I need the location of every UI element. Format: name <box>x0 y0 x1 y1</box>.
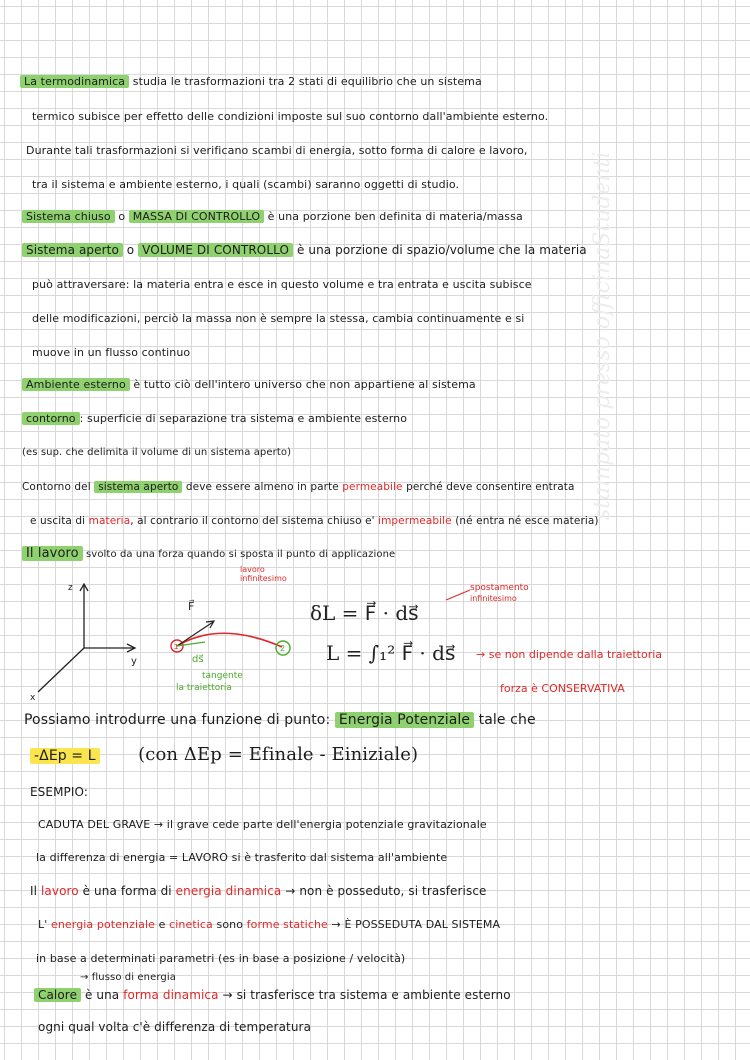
text: e <box>155 918 170 931</box>
text: studia le trasformazioni tra 2 stati di equilibrio che un sistema <box>129 75 482 88</box>
term-permeabile: permeabile <box>342 481 403 493</box>
line-12: (es sup. che delimita il volume di un sistema aperto) <box>22 447 292 458</box>
text: è una porzione di spazio/volume che la materia <box>293 243 587 257</box>
text: Contorno del <box>22 481 95 493</box>
text: o <box>114 210 129 223</box>
equation-dL: δL = F⃗ · ds⃗ <box>310 601 419 625</box>
line-2: termico subisce per effetto delle condizioni imposte sul suo contorno dall'ambiente esterno. <box>32 110 549 123</box>
term-cinetica: cinetica <box>169 918 213 931</box>
formula-delta-ep-def: (con ΔEp = Efinale - Einiziale) <box>138 744 419 765</box>
line-flusso: → flusso di energia <box>80 972 176 983</box>
text: → si trasferisce tra sistema e ambiente esterno <box>218 988 511 1002</box>
line-19: CADUTA DEL GRAVE → il grave cede parte dell'energia potenziale gravitazionale <box>38 818 487 831</box>
axis-y-label: y <box>131 656 137 667</box>
line-lavoro <box>22 546 750 561</box>
term-forme-statiche: forme statiche <box>246 918 328 931</box>
term-massa-di-controllo: MASSA DI CONTROLLO <box>129 210 264 223</box>
term-ambiente-esterno: Ambiente esterno <box>22 378 130 391</box>
text: svolto da una forza quando si sposta il punto di applicazione <box>82 549 396 560</box>
term-sistema-aperto-2: sistema aperto <box>94 481 182 493</box>
term-energia-potenziale-red: energia potenziale <box>50 918 156 931</box>
text: : superficie di separazione tra sistema e ambiente esterno <box>79 412 408 425</box>
line-20: la differenza di energia = LAVORO si è trasferito dal sistema all'ambiente <box>36 851 448 864</box>
line-26: ogni qual volta c'è differenza di temperatura <box>38 1020 312 1034</box>
spost-label-1: spostamento <box>470 583 529 593</box>
text: e uscita di <box>30 515 89 527</box>
line-energia-potenziale <box>24 712 750 728</box>
term-materia: materia <box>88 515 131 527</box>
line-contorno-aperto <box>22 481 750 493</box>
term-il-lavoro: Il lavoro <box>22 546 83 561</box>
text: → È POSSEDUTA DAL SISTEMA <box>327 918 501 931</box>
x-axis <box>38 648 84 692</box>
text: è tutto ciò dell'intero universo che non appartiene al sistema <box>129 378 476 391</box>
tangent-label-1: tangente <box>202 671 243 681</box>
line-9: muove in un flusso continuo <box>32 346 191 359</box>
text: Il <box>30 884 41 898</box>
line-23: in base a determinati parametri (es in base a posizione / velocità) <box>36 952 406 965</box>
text: o <box>122 243 139 257</box>
line-lavoro-dinamica <box>30 884 750 898</box>
line-energia-statiche <box>38 918 750 931</box>
line-uscita-materia <box>30 515 750 527</box>
term-contorno: contorno <box>22 412 80 425</box>
point-1-label: 1 <box>174 643 179 651</box>
term-volume-di-controllo: VOLUME DI CONTROLLO <box>138 243 293 257</box>
line-contorno <box>22 412 750 425</box>
tangent-label-2: la traiettoria <box>176 683 232 693</box>
line-delta-ep <box>30 744 750 765</box>
text: perché deve consentire entrata <box>402 481 575 493</box>
spost-arrow <box>446 590 470 600</box>
text: → non è posseduto, si trasferisce <box>281 884 487 898</box>
text: è una porzione ben definita di materia/massa <box>264 210 523 223</box>
line-sistema-aperto <box>22 243 750 257</box>
term-calore: Calore <box>34 988 81 1002</box>
text: sono <box>212 918 247 931</box>
line-ambiente-esterno <box>22 378 750 391</box>
line-7: può attraversare: la materia entra e esce in questo volume e tra entrata e uscita subisce <box>32 278 532 291</box>
axis-x-label: x <box>30 693 36 703</box>
term-impermeabile: impermeabile <box>378 515 452 527</box>
line-3: Durante tali trasformazioni si verificano scambi di energia, sotto forma di calore e lavoro, <box>26 144 528 157</box>
text: è una forma di <box>78 884 176 898</box>
spost-label-2: infinitesimo <box>470 594 517 603</box>
line-sistema-chiuso <box>22 210 750 223</box>
equation-L: L = ∫₁² F⃗ · ds⃗ <box>326 641 456 665</box>
text: è una <box>81 988 124 1002</box>
term-termodinamica: La termodinamica <box>20 75 129 88</box>
point-2-label: 2 <box>280 644 286 653</box>
text: L' <box>38 918 51 931</box>
ds-label: ds⃗ <box>192 654 204 665</box>
term-sistema-aperto: Sistema aperto <box>22 243 123 257</box>
watermark: stampato presso officinaStudenti <box>590 151 615 520</box>
conservative-note-1: → se non dipende dalla traiettoria <box>476 648 663 661</box>
conservative-note-2: forza è CONSERVATIVA <box>500 682 625 695</box>
text: , al contrario il contorno del sistema chiuso e' <box>130 515 379 527</box>
lavoro-inf-label-2: infinitesimo <box>240 574 287 583</box>
text: (né entra né esce materia) <box>451 515 599 527</box>
term-forma-dinamica: forma dinamica <box>123 988 219 1002</box>
formula-delta-ep: -ΔEp = L <box>30 748 100 764</box>
term-energia-potenziale: Energia Potenziale <box>335 712 474 728</box>
term-sistema-chiuso: Sistema chiuso <box>22 210 115 223</box>
axis-z-label: z <box>68 583 73 593</box>
line-termodinamica <box>20 75 750 88</box>
line-8: delle modificazioni, perciò la massa non è sempre la stessa, cambia continuamente e si <box>32 312 525 325</box>
line-calore <box>34 988 750 1002</box>
text: deve essere almeno in parte <box>182 481 343 493</box>
line-4: tra il sistema e ambiente esterno, i quali (scambi) saranno oggetti di studio. <box>32 178 460 191</box>
work-diagram <box>0 560 750 705</box>
lavoro-inf-label-1: lavoro <box>240 565 265 574</box>
text: Possiamo introdurre una funzione di punto: <box>24 712 335 728</box>
force-label: F⃗ <box>188 600 195 613</box>
term-lavoro: lavoro <box>41 884 79 898</box>
text: tale che <box>474 712 536 728</box>
term-energia-dinamica: energia dinamica <box>175 884 282 898</box>
esempio-heading: ESEMPIO: <box>30 785 88 799</box>
